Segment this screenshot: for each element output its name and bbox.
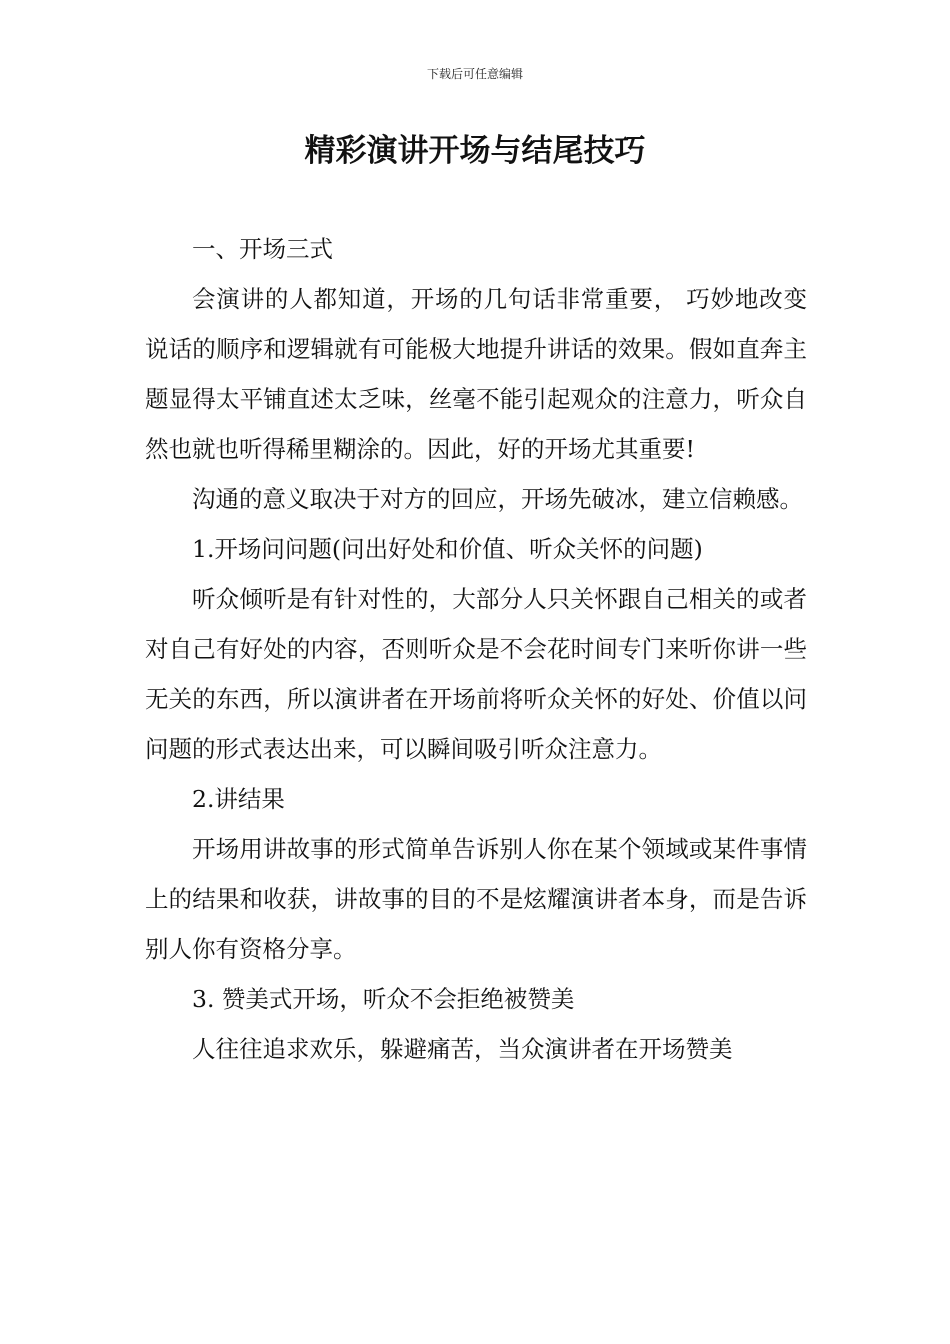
paragraph: 人往往追求欢乐，躲避痛苦，当众演讲者在开场赞美 bbox=[192, 1035, 733, 1063]
subheading-ask-questions: 1.开场问问题(问出好处和价值、听众关怀的问题) bbox=[192, 535, 703, 563]
paragraph: 开场用讲故事的形式简单告诉别人你在某个领域或某件事情上的结果和收获，讲故事的目的不是炫耀演讲者本身，而是告诉别人你有资格分享。 bbox=[145, 835, 807, 963]
header-note: 下载后可任意编辑 bbox=[426, 67, 523, 81]
subheading-results: 2.讲结果 bbox=[192, 785, 285, 813]
section-heading-opening: 一、开场三式 bbox=[192, 235, 333, 263]
paragraph: 会演讲的人都知道，开场的几句话非常重要， 巧妙地改变说话的顺序和逻辑就有可能极大地提升讲话的效果。假如直奔主题显得太平铺直述太乏味，丝毫不能引起观众的注意力，听众自然也就也听得稀里糊涂的。因此，好的开场尤其重要! bbox=[145, 285, 807, 463]
paragraph: 听众倾听是有针对性的，大部分人只关怀跟自己相关的或者对自己有好处的内容，否则听众是不会花时间专门来听你讲一些无关的东西，所以演讲者在开场前将听众关怀的好处、价值以问问题的形式表达出来，可以瞬间吸引听众注意力。 bbox=[145, 585, 807, 763]
subheading-praise: 3. 赞美式开场，听众不会拒绝被赞美 bbox=[192, 985, 575, 1013]
paragraph: 沟通的意义取决于对方的回应，开场先破冰，建立信赖感。 bbox=[192, 485, 803, 513]
document-title: 精彩演讲开场与结尾技巧 bbox=[304, 133, 646, 169]
document-body bbox=[145, 224, 807, 1074]
